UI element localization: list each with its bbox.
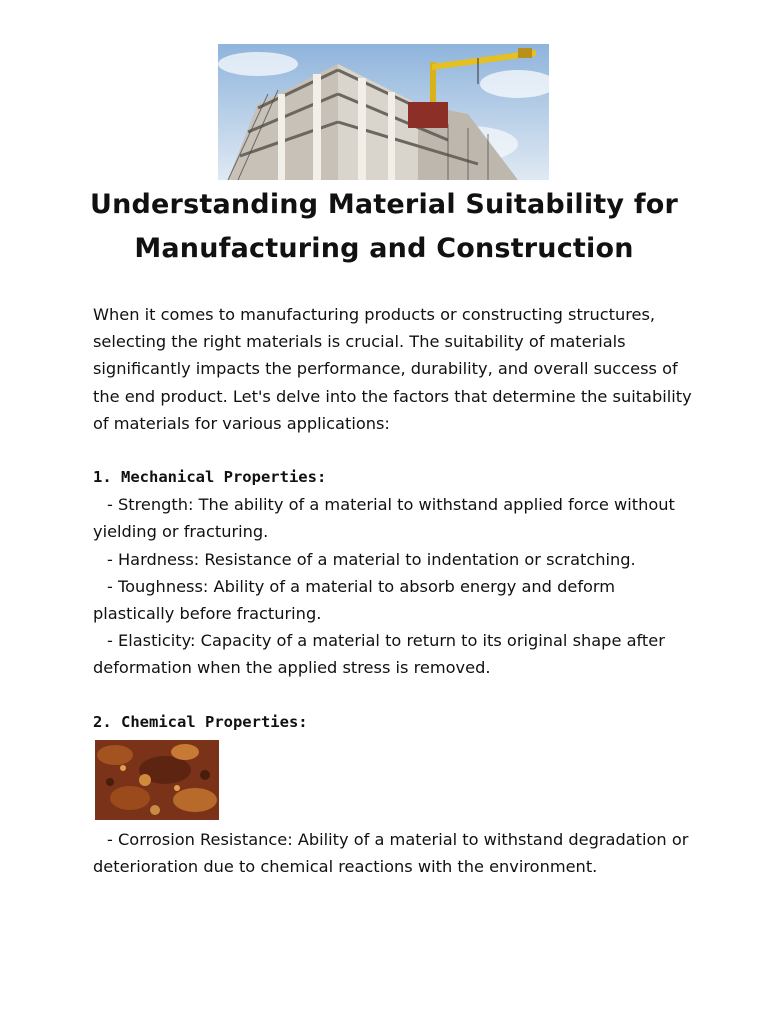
section-mechanical-properties	[93, 464, 693, 682]
page-title	[40, 183, 728, 271]
section-heading: 2. Chemical Properties:	[93, 713, 308, 731]
intro-text: When it comes to manufacturing products or constructing structures, selecting the right materials is crucial. The suitability of materials significantly impacts the performance, durability, and overall success of the end product. Let's delve into the factors that determine the suitability of materials for various applications:	[93, 305, 692, 433]
section-chemical-properties	[93, 709, 693, 736]
title-line-2: Manufacturing and Construction	[134, 233, 634, 264]
section-heading: 1. Mechanical Properties:	[93, 468, 327, 486]
list-item: - Hardness: Resistance of a material to indentation or scratching.	[107, 549, 636, 569]
title-line-1: Understanding Material Suitability for	[89, 189, 679, 220]
list-item: - Toughness: Ability of a material to absorb energy and deform plastically before fracturing.	[93, 576, 616, 624]
chemical-properties-items	[93, 826, 693, 880]
list-item: - Corrosion Resistance: Ability of a material to withstand degradation or deterioration due to chemical reactions with the environment.	[93, 830, 689, 877]
intro-paragraph	[93, 301, 693, 437]
list-item: - Elasticity: Capacity of a material to return to its original shape after deformation when the applied stress is removed.	[93, 631, 665, 678]
construction-image	[218, 44, 549, 180]
rust-image	[95, 740, 219, 820]
list-item: - Strength: The ability of a material to withstand applied force without yielding or fracturing.	[93, 495, 675, 542]
